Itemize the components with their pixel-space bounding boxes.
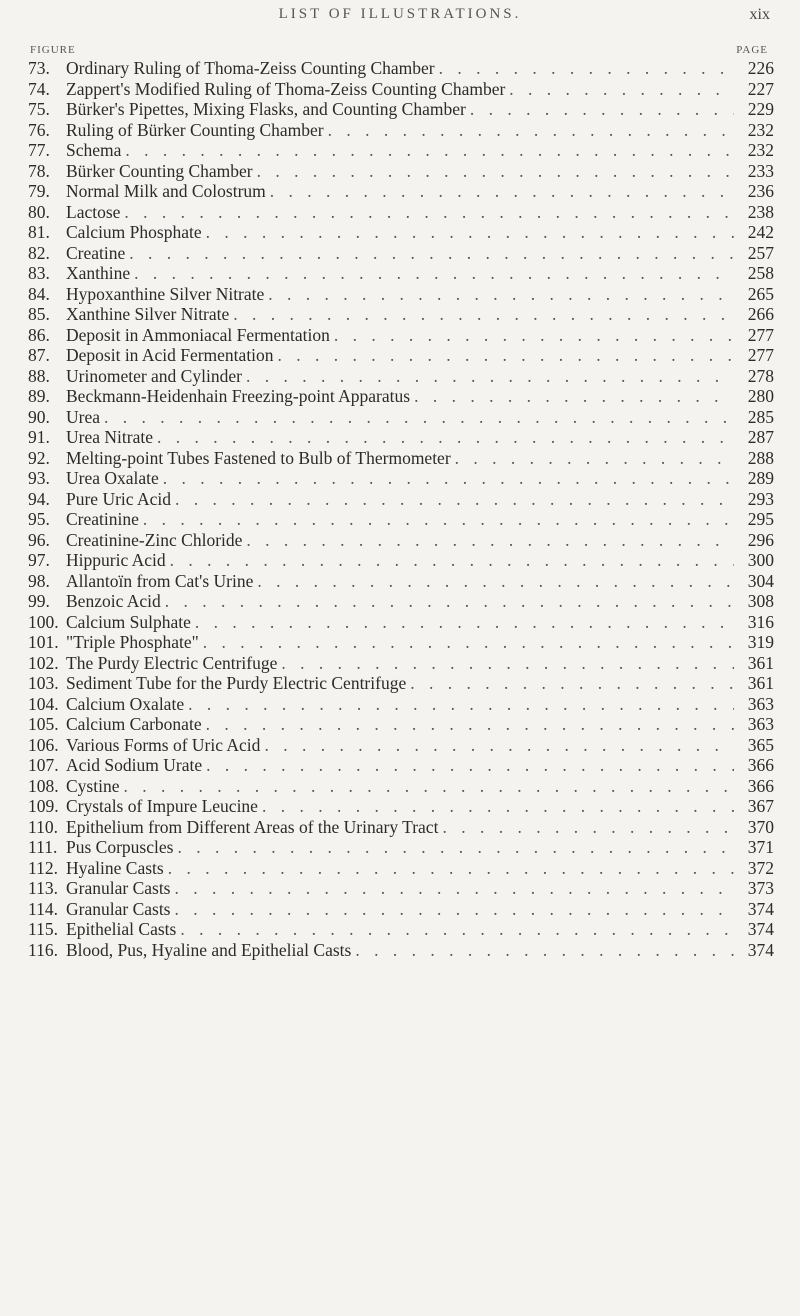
figure-number: 108. <box>28 775 59 796</box>
list-item <box>28 571 774 592</box>
list-item <box>28 366 774 387</box>
figure-number: 73. <box>28 58 50 78</box>
dot-leader <box>170 550 734 571</box>
dot-leader <box>246 530 734 551</box>
list-item <box>28 427 774 448</box>
page-number: 373 <box>747 878 774 898</box>
figure-number: 116. <box>28 939 58 960</box>
figure-title: Xanthine Silver Nitrate <box>66 304 230 324</box>
page-number: 257 <box>747 242 774 263</box>
figure-number: 94. <box>28 488 50 509</box>
dot-leader <box>157 427 734 448</box>
figure-title: Lactose <box>66 201 121 222</box>
page-number: 304 <box>747 570 774 591</box>
figure-number: 86. <box>28 324 50 345</box>
page-number: 293 <box>747 488 774 509</box>
list-item <box>28 386 774 407</box>
list-item <box>28 181 774 202</box>
dot-leader <box>134 263 734 284</box>
list-item <box>28 407 774 428</box>
figure-title: Granular Casts <box>66 898 171 919</box>
page-column-heading: PAGE <box>736 44 768 56</box>
page-number: 277 <box>747 345 774 365</box>
dot-leader <box>203 632 734 653</box>
list-item <box>28 837 774 858</box>
list-item <box>28 530 774 551</box>
page-number: 278 <box>747 365 774 386</box>
figure-number: 110. <box>28 816 58 837</box>
page-number: 229 <box>747 99 774 119</box>
figure-title: Hyaline Casts <box>66 857 164 878</box>
list-item <box>28 919 774 940</box>
figure-number: 107. <box>28 755 59 775</box>
dot-leader <box>180 919 734 940</box>
list-item <box>28 140 774 161</box>
figure-title: Xanthine <box>66 263 131 283</box>
figure-title: Bürker's Pipettes, Mixing Flasks, and Counting Chamber <box>66 99 466 119</box>
figure-number: 79. <box>28 181 50 201</box>
dot-leader <box>442 817 734 838</box>
figure-title: Blood, Pus, Hyaline and Epithelial Casts <box>66 939 352 960</box>
figure-number: 95. <box>28 509 50 529</box>
dot-leader <box>168 858 734 879</box>
figure-number: 112. <box>28 857 58 878</box>
figure-title: Ordinary Ruling of Thoma-Zeiss Counting Chamber <box>66 58 435 78</box>
dot-leader <box>281 653 734 674</box>
dot-leader <box>206 755 734 776</box>
page-number: 367 <box>747 796 774 816</box>
list-item <box>28 899 774 920</box>
dot-leader <box>439 58 734 79</box>
list-item <box>28 263 774 284</box>
figure-title: Creatinine <box>66 509 139 529</box>
figure-number: 104. <box>28 693 59 714</box>
page-number: 374 <box>747 939 774 960</box>
list-item <box>28 120 774 141</box>
running-title: LIST OF ILLUSTRATIONS. <box>278 6 522 22</box>
page-number: 280 <box>747 386 774 406</box>
figure-number: 88. <box>28 365 50 386</box>
dot-leader <box>123 776 734 797</box>
dot-leader <box>233 304 734 325</box>
figure-number: 74. <box>28 78 50 99</box>
page-number-roman: xix <box>749 6 770 23</box>
page-number: 232 <box>747 119 774 140</box>
figure-title: Hypoxanthine Silver Nitrate <box>66 283 265 304</box>
figure-title: Ruling of Bürker Counting Chamber <box>66 119 324 140</box>
figure-title: The Purdy Electric Centrifuge <box>66 652 278 673</box>
figure-number: 78. <box>28 160 50 181</box>
figure-title: Calcium Phosphate <box>66 222 202 242</box>
list-item <box>28 653 774 674</box>
list-item <box>28 714 774 735</box>
page-number: 366 <box>747 755 774 775</box>
dot-leader <box>163 468 734 489</box>
figure-title: Creatine <box>66 242 126 263</box>
figure-title: Acid Sodium Urate <box>66 755 203 775</box>
figure-title: Granular Casts <box>66 878 171 898</box>
figure-title: Urea Nitrate <box>66 427 153 447</box>
figure-title: Sediment Tube for the Purdy Electric Centrifuge <box>66 673 407 693</box>
page-number: 361 <box>747 673 774 693</box>
figure-title: Melting-point Tubes Fastened to Bulb of Thermometer <box>66 447 451 468</box>
dot-leader <box>206 714 734 735</box>
list-item <box>28 509 774 530</box>
list-item <box>28 489 774 510</box>
figure-title: Epithelium from Different Areas of the Urinary Tract <box>66 816 439 837</box>
dot-leader <box>124 202 734 223</box>
list-item <box>28 673 774 694</box>
page-number: 265 <box>747 283 774 304</box>
list-item <box>28 325 774 346</box>
figure-number: 75. <box>28 99 50 119</box>
figure-number: 83. <box>28 263 50 283</box>
figure-number: 80. <box>28 201 50 222</box>
dot-leader <box>195 612 734 633</box>
figure-number: 99. <box>28 591 50 611</box>
dot-leader <box>129 243 734 264</box>
page-number: 288 <box>747 447 774 468</box>
page-number: 295 <box>747 509 774 529</box>
page-number: 226 <box>747 58 774 78</box>
page-number: 372 <box>747 857 774 878</box>
page-number: 277 <box>747 324 774 345</box>
illustration-list <box>28 58 774 960</box>
page-number: 285 <box>747 406 774 427</box>
figure-number: 84. <box>28 283 50 304</box>
page-number: 365 <box>747 734 774 755</box>
list-item <box>28 694 774 715</box>
figure-number: 76. <box>28 119 50 140</box>
dot-leader <box>177 837 734 858</box>
figure-title: Benzoic Acid <box>66 591 161 611</box>
figure-number: 96. <box>28 529 50 550</box>
page-number: 308 <box>747 591 774 611</box>
dot-leader <box>509 79 734 100</box>
dot-leader <box>262 796 734 817</box>
figure-title: Allantoïn from Cat's Urine <box>66 570 254 591</box>
dot-leader <box>143 509 734 530</box>
dot-leader <box>175 899 735 920</box>
list-item <box>28 858 774 879</box>
figure-number: 85. <box>28 304 50 324</box>
figure-number: 115. <box>28 919 58 939</box>
list-item <box>28 448 774 469</box>
dot-leader <box>334 325 734 346</box>
list-item <box>28 817 774 838</box>
figure-number: 105. <box>28 714 59 734</box>
figure-number: 90. <box>28 406 50 427</box>
figure-title: Schema <box>66 140 122 160</box>
list-item <box>28 735 774 756</box>
page-number: 300 <box>747 550 774 570</box>
list-item <box>28 755 774 776</box>
page-number: 289 <box>747 468 774 488</box>
figure-number: 101. <box>28 632 59 652</box>
page-number: 363 <box>747 714 774 734</box>
figure-title: Beckmann-Heidenhain Freezing-point Apparatus <box>66 386 411 406</box>
dot-leader <box>264 735 734 756</box>
list-item <box>28 161 774 182</box>
figure-number: 106. <box>28 734 59 755</box>
figure-title: Urea <box>66 406 101 427</box>
dot-leader <box>257 161 734 182</box>
page-number: 233 <box>747 160 774 181</box>
page-number: 236 <box>747 181 774 201</box>
list-item <box>28 99 774 120</box>
figure-number: 97. <box>28 550 50 570</box>
list-item <box>28 243 774 264</box>
page-number: 242 <box>747 222 774 242</box>
figure-title: Pus Corpuscles <box>66 837 174 857</box>
list-item <box>28 591 774 612</box>
page-number: 238 <box>747 201 774 222</box>
figure-number: 81. <box>28 222 50 242</box>
page-number: 296 <box>747 529 774 550</box>
dot-leader <box>455 448 734 469</box>
figure-number: 111. <box>28 837 58 857</box>
page-number: 258 <box>747 263 774 283</box>
list-item <box>28 940 774 961</box>
figure-number: 93. <box>28 468 50 488</box>
page-number: 227 <box>747 78 774 99</box>
dot-leader <box>278 345 734 366</box>
list-item <box>28 612 774 633</box>
figure-title: Calcium Carbonate <box>66 714 202 734</box>
list-item <box>28 878 774 899</box>
list-item <box>28 550 774 571</box>
figure-number: 89. <box>28 386 50 406</box>
dot-leader <box>104 407 734 428</box>
dot-leader <box>246 366 734 387</box>
figure-title: Deposit in Ammoniacal Fermentation <box>66 324 330 345</box>
figure-number: 92. <box>28 447 50 468</box>
page-number: 374 <box>747 919 774 939</box>
dot-leader <box>125 140 734 161</box>
figure-title: Hippuric Acid <box>66 550 166 570</box>
figure-number: 113. <box>28 878 58 898</box>
list-item <box>28 304 774 325</box>
figure-title: Calcium Sulphate <box>66 611 191 632</box>
page-number: 371 <box>747 837 774 857</box>
figure-title: Normal Milk and Colostrum <box>66 181 266 201</box>
figure-title: "Triple Phosphate" <box>66 632 199 652</box>
figure-number: 87. <box>28 345 50 365</box>
page-number: 319 <box>747 632 774 652</box>
figure-number: 102. <box>28 652 59 673</box>
figure-title: Creatinine-Zinc Chloride <box>66 529 243 550</box>
list-item <box>28 776 774 797</box>
figure-title: Cystine <box>66 775 120 796</box>
dot-leader <box>175 878 735 899</box>
figure-title: Pure Uric Acid <box>66 488 171 509</box>
figure-title: Zappert's Modified Ruling of Thoma-Zeiss Counting Chamber <box>66 78 506 99</box>
list-item <box>28 345 774 366</box>
figure-title: Urea Oxalate <box>66 468 159 488</box>
page-number: 361 <box>747 652 774 673</box>
dot-leader <box>268 284 734 305</box>
figure-number: 91. <box>28 427 50 447</box>
list-item <box>28 468 774 489</box>
page-number: 363 <box>747 693 774 714</box>
figure-number: 77. <box>28 140 50 160</box>
list-item <box>28 284 774 305</box>
dot-leader <box>175 489 734 510</box>
list-item <box>28 202 774 223</box>
dot-leader <box>470 99 734 120</box>
page-number: 232 <box>747 140 774 160</box>
list-item <box>28 222 774 243</box>
list-item <box>28 58 774 79</box>
page-number: 374 <box>747 898 774 919</box>
figure-number: 82. <box>28 242 50 263</box>
dot-leader <box>165 591 734 612</box>
figure-title: Bürker Counting Chamber <box>66 160 253 181</box>
dot-leader <box>270 181 734 202</box>
dot-leader <box>410 673 734 694</box>
page-number: 366 <box>747 775 774 796</box>
figure-number: 98. <box>28 570 50 591</box>
figure-title: Urinometer and Cylinder <box>66 365 242 386</box>
figure-number: 103. <box>28 673 59 693</box>
figure-title: Epithelial Casts <box>66 919 177 939</box>
list-item <box>28 79 774 100</box>
dot-leader <box>188 694 734 715</box>
page-number: 287 <box>747 427 774 447</box>
figure-title: Deposit in Acid Fermentation <box>66 345 274 365</box>
figure-number: 114. <box>28 898 58 919</box>
figure-number: 109. <box>28 796 59 816</box>
dot-leader <box>206 222 734 243</box>
figure-title: Various Forms of Uric Acid <box>66 734 261 755</box>
page-number: 266 <box>747 304 774 324</box>
dot-leader <box>414 386 734 407</box>
dot-leader <box>257 571 734 592</box>
figure-number: 100. <box>28 611 59 632</box>
page-number: 316 <box>747 611 774 632</box>
figure-title: Crystals of Impure Leucine <box>66 796 258 816</box>
figure-title: Calcium Oxalate <box>66 693 185 714</box>
dot-leader <box>355 940 734 961</box>
list-item <box>28 632 774 653</box>
page-number: 370 <box>747 816 774 837</box>
figure-column-heading: FIGURE <box>30 44 76 56</box>
dot-leader <box>328 120 734 141</box>
list-item <box>28 796 774 817</box>
